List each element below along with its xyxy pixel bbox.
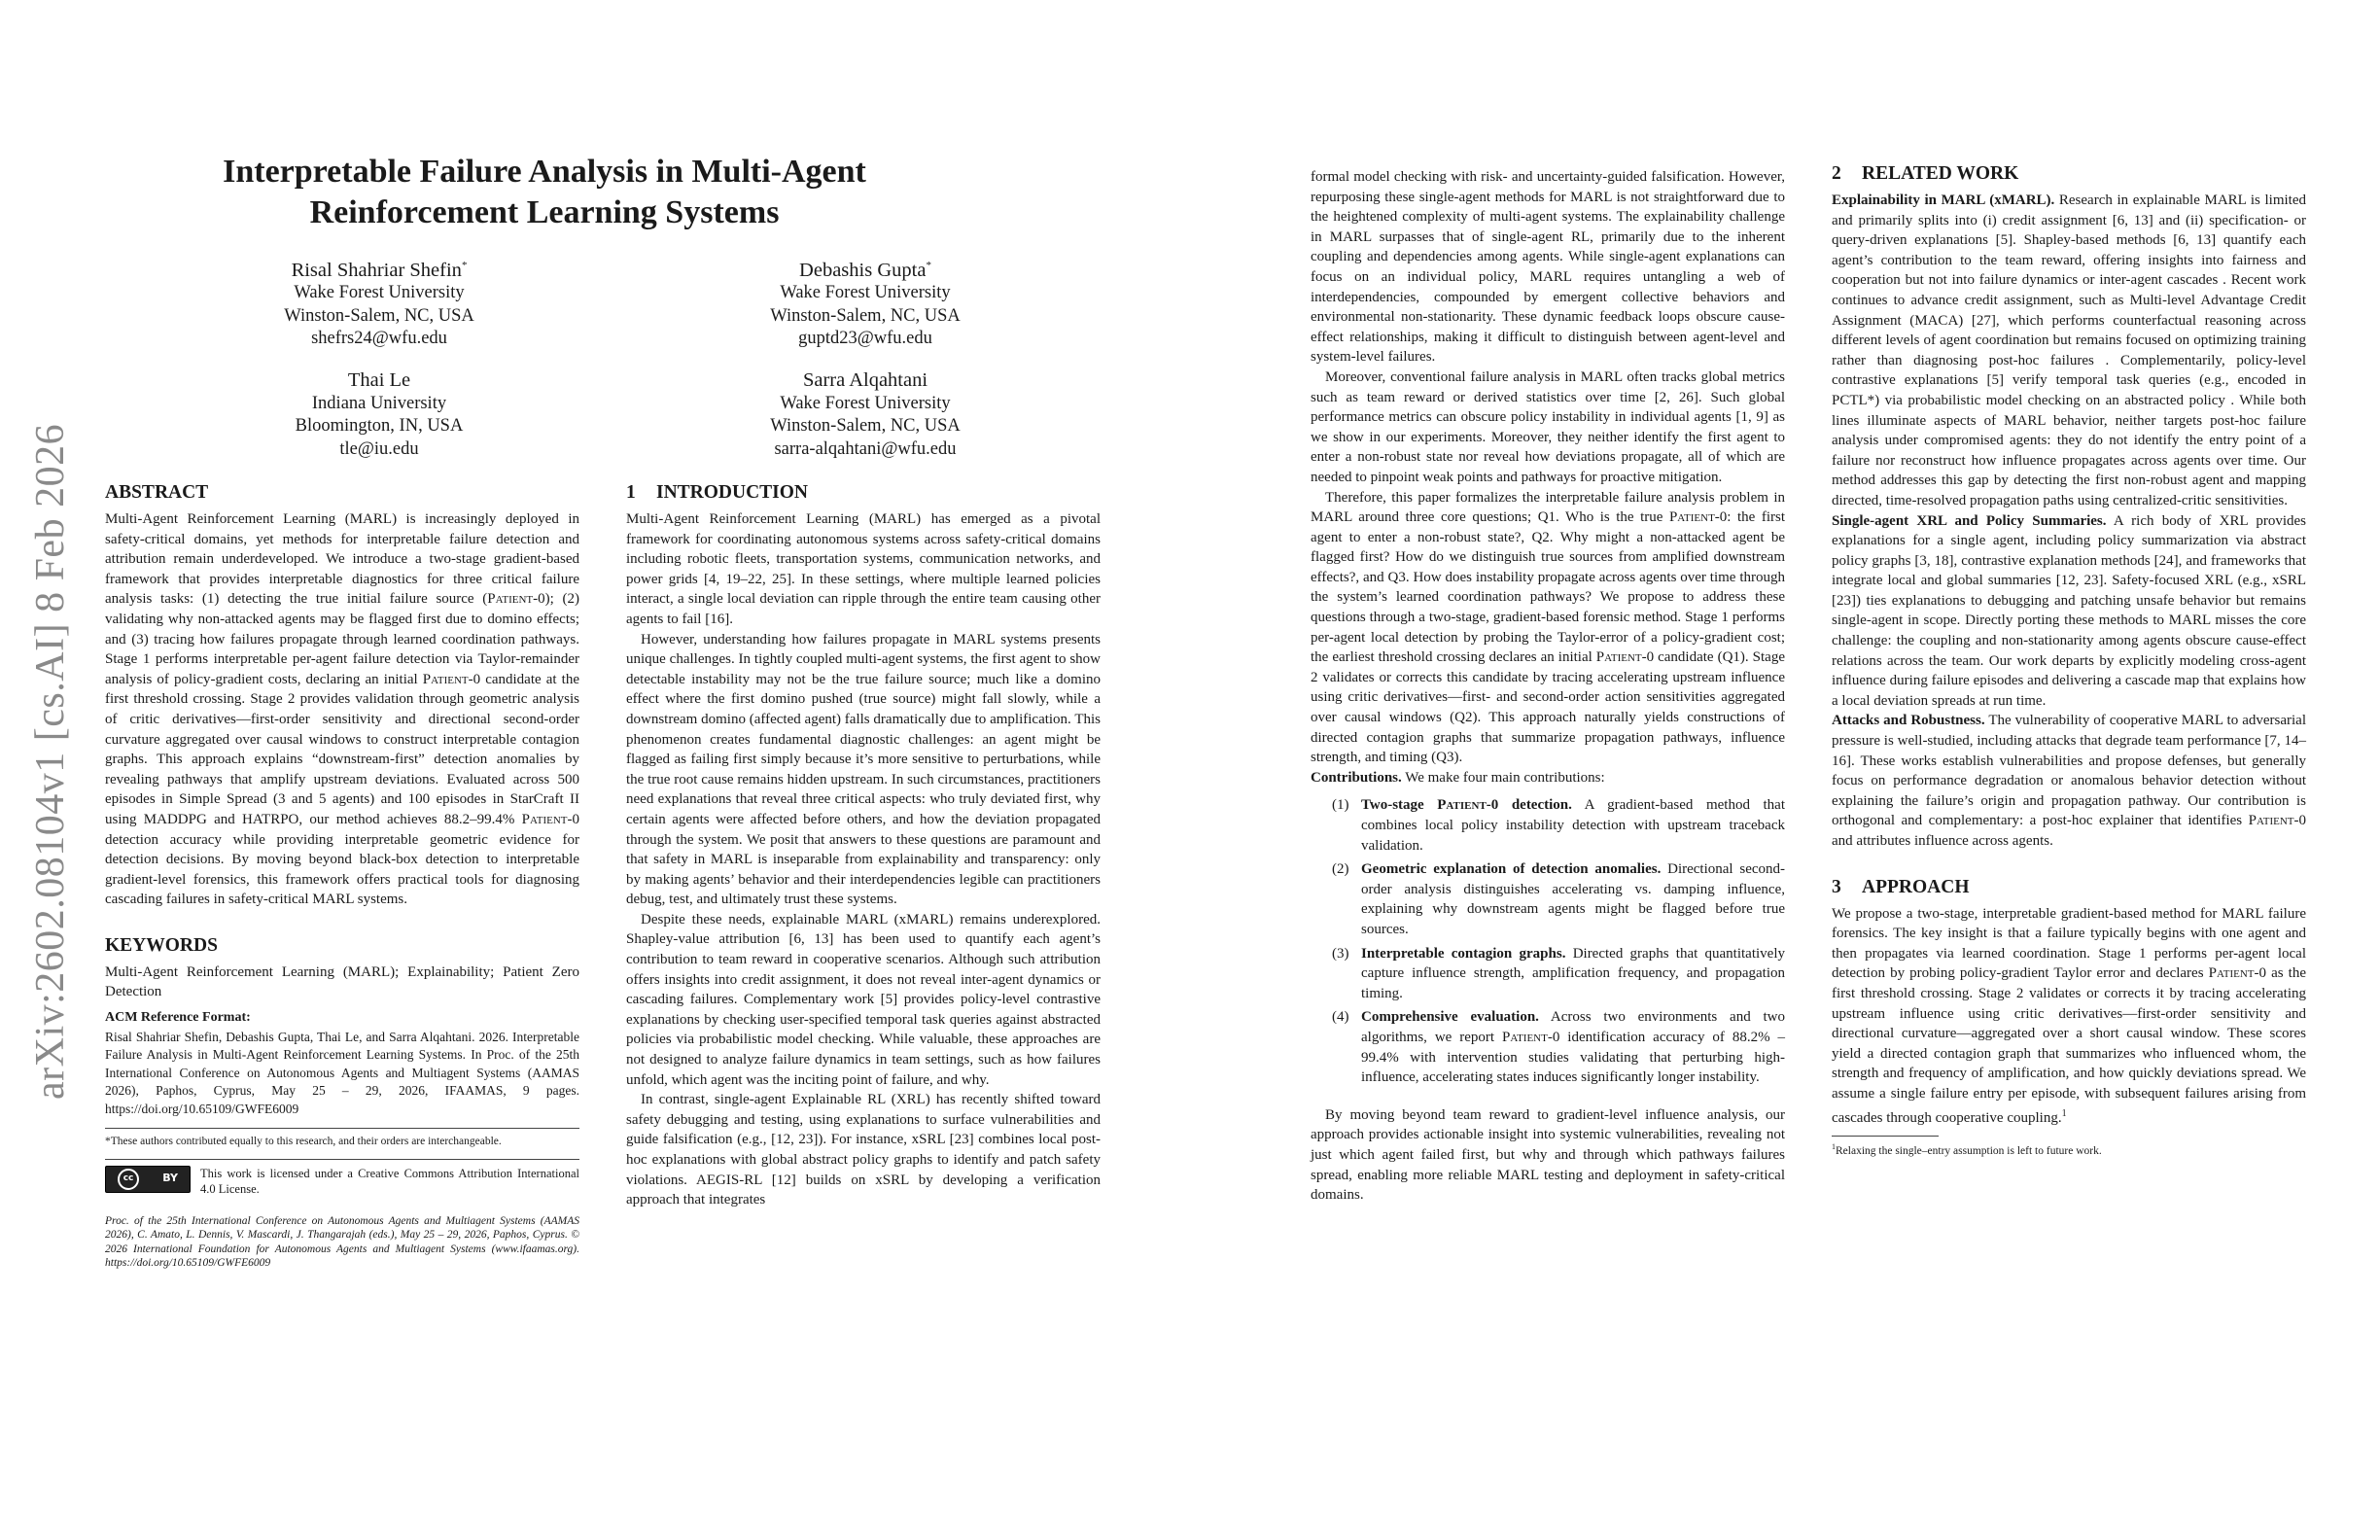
related-paragraph: A rich body of XRL provides explanations for a single agent, including policy summarization via abstract policy graphs [3, 18], contrastive explanation methods [24], and frameworks that integrate local and global summaries [12, 23]. Safety-focused XRL (e.g., xSRL [23]) ties explanations to debugging and patching unsafe behavior but remains single-agent in scope. Directly porting these methods to MARL misses the core challenge: the coupling and non-stationarity among agents obscure cause-effect relations across the team. Our work departs by explicitly modeling cross-agent influence during failure episodes and delivering a cascade map that explains how a local deviation spreads at run time.: [1832, 512, 2306, 709]
list-item: [1332, 1007, 1785, 1087]
section-title: APPROACH: [1862, 876, 1970, 897]
intro-paragraph: By moving beyond team reward to gradient-level influence analysis, our approach provides actionable insight into systemic vulnerabilities, revealing not just which agent failed first, but why and through which pathways failures spread, enabling more reliable MARL testing and deployment in safety-critical domains.: [1311, 1106, 1785, 1204]
list-item-text: A gradient-based method that combines local policy instability detection with upstream traceback validation.: [1361, 797, 1785, 854]
author-affiliation: Wake Forest University: [294, 283, 465, 303]
author-affiliation: Wake Forest University: [780, 283, 951, 303]
author-email[interactable]: guptd23@wfu.edu: [798, 329, 932, 349]
author-affiliation: Wake Forest University: [780, 393, 951, 413]
list-item: [1332, 944, 1785, 1004]
patient-zero-term: Patient-0: [1502, 1029, 1560, 1045]
intro-heading: [626, 480, 1101, 506]
list-item-text: Across two environments and two algorithms, we report Patient-0 identification accuracy of 88.2% – 99.4% with intervention studies validating that perturbing high-influence, accelerating states induces significantly longer instability.: [1361, 1009, 1785, 1086]
paragraph-lead: Explainability in MARL (xMARL).: [1832, 192, 2055, 208]
intro-paragraph: Multi-Agent Reinforcement Learning (MARL) has emerged as a pivotal framework for coordinating autonomous systems across safety-critical domains including robotic fleets, transportation systems, communication networks, and power grids [4, 19–22, 25]. In these settings, where multiple learned policies interact, a single local deviation can ripple through the entire team causing other agents to fail [16].: [626, 511, 1101, 627]
related-column: [1832, 161, 2306, 1158]
patient-zero-term: Patient-0: [487, 591, 545, 608]
license-row: [105, 1166, 579, 1197]
author-location: Winston-Salem, NC, USA: [770, 416, 961, 436]
approach-heading: [1832, 875, 2306, 900]
equal-contribution-note: *These authors contributed equally to this research, and their orders are interchangeable.: [105, 1136, 502, 1148]
intro-paragraph: Therefore, this paper formalizes the interpretable failure analysis problem in MARL around three core questions; Q1. Who is the true Patient-0: the first agent to enter a non-robust state?, Q2. Why might a non-attacked agent be flagged first? How do we distinguish true sources from amplified downstream effects?, and Q3. How does instability propagate across agents over time through the system’s learned coordination pathways? We propose to address these questions through a two-stage, gradient-based forensic method. Stage 1 performs per-agent local detection by probing the Taylor-error of a policy-gradient cost; the earliest threshold crossing declares an initial Patient-0 candidate (Q1). Stage 2 validates or corrects this candidate by tracing accelerating upstream influence using critic derivatives—first- and second-order action sensitivities aggregated over causal windows (Q2). This approach naturally yields constructions of directed contagion graphs that summarize propagation pathways, influence strength, and timing (Q3).: [1311, 489, 1785, 766]
page-right: [1190, 0, 2380, 1540]
author-email[interactable]: shefrs24@wfu.edu: [311, 329, 447, 349]
author-block: [681, 255, 1050, 351]
intro-paragraph: However, understanding how failures propagate in MARL systems presents unique challenges. In tightly coupled multi-agent systems, the first agent to show detectable instability may not be the true failure source; much like a domino effect where the first domino pushed (true source) might fall slowly, while a downstream domino (affected agent) falls dramatically due to amplification. This phenomenon creates fundamental diagnostic challenges: an agent might be flagged as failing first simply because it’s more sensitive to perturbations, while the true root cause remains hidden upstream. In such circumstances, practitioners need explanations that reveal three critical aspects: who truly deviated first, why certain agents were affected before others, and how the deviation propagated through the system. We posit that answers to these questions are paramount and that safety in MARL is inseparable from explainability and transparency: only by making agents’ behavior and their interdependencies legible can practitioners debug, test, and ultimately trust these systems.: [626, 631, 1101, 908]
list-index: (4): [1332, 1009, 1349, 1026]
proceedings-note: Proc. of the 25th International Conference on Autonomous Agents and Multiagent Systems (AAMAS 2026), C. Amato, L. Dennis, V. Mascardi, J. Thangarajah (eds.), May 25 – 29, 2026, Paphos, Cyprus. © 2026 International Foundation for Autonomous Agents and Multiagent Systems (www.ifaamas.org). https://doi.org/10.65109/GWFE6009: [105, 1214, 579, 1270]
section-number: 3: [1832, 876, 1841, 897]
footnote-text: Relaxing the single–entry assumption is left to future work.: [1836, 1144, 2102, 1157]
list-item-title: Geometric explanation of detection anomalies.: [1361, 861, 1662, 878]
section-title: RELATED WORK: [1862, 163, 2019, 184]
contributions-list: [1311, 795, 1785, 1087]
left-column: [105, 480, 579, 1271]
cc-license-icon[interactable]: [105, 1166, 191, 1193]
list-index: (2): [1332, 861, 1349, 878]
list-index: (1): [1332, 797, 1349, 814]
section-number: 1: [626, 482, 636, 503]
footnote-marker[interactable]: 1: [2061, 1107, 2067, 1119]
related-paragraph: The vulnerability of cooperative MARL to adversarial pressure is well-studied, including attacks that degrade team performance [7, 14–16]. These works establish vulnerabilities and propose defenses, but generally focus on performance degradation or anomalous behavior detection without explaining the failure’s origin and propagation pathway. Our contribution is orthogonal and complementary: a post-hoc explainer that identifies Patient-0 and attributes influence across agents.: [1832, 713, 2306, 849]
author-affiliation: Indiana University: [311, 393, 447, 413]
patient-zero-term: Patient-0: [521, 811, 579, 827]
author-mark: *: [461, 260, 468, 271]
list-item-text: Directed graphs that quantitatively capture influence strength, amplification frequency, and propagation timing.: [1361, 945, 1785, 1001]
keywords-heading: KEYWORDS: [105, 934, 218, 956]
patient-zero-term: Patient-0: [2208, 965, 2266, 982]
list-item-title: Interpretable contagion graphs.: [1361, 945, 1566, 962]
patient-zero-term: Patient-0: [1595, 649, 1655, 666]
cc-circle-icon: cc: [118, 1169, 139, 1190]
section-number: 2: [1832, 163, 1841, 184]
author-location: Winston-Salem, NC, USA: [770, 305, 961, 326]
author-mark: *: [926, 260, 931, 271]
acm-reference-text: Risal Shahriar Shefin, Debashis Gupta, Thai Le, and Sarra Alqahtani. 2026. Interpretable Failure Analysis in Multi-Agent Reinforcement Learning Systems. In Proc. of the 25th International Conference on Autonomous Agents and Multiagent Systems (AAMAS 2026), Paphos, Cyprus, May 25 – 29, 2026, IFAAMAS, 9 pages. https://doi.org/10.65109/GWFE6009: [105, 1029, 579, 1116]
intro-paragraph: formal model checking with risk- and uncertainty-guided falsification. However, repurposing these single-agent methods for MARL is not straightforward due to the heightened complexity of multi-agent systems. The explainability challenge in MARL surpasses that of single-agent RL, primarily due to the inherent coupling and dependencies among agents. While single-agent explanations can focus on an individual policy, MARL requires untangling a web of interdependencies, compounded by emergent collective behaviors and environmental non-stationarity. These dynamic feedback loops obscure cause-effect relationships, making it difficult to distinguish between agent-level and system-level failures.: [1311, 169, 1785, 366]
intro-continued-column: [1311, 167, 1785, 1206]
author-block: [681, 369, 1050, 461]
list-item-title: Comprehensive evaluation.: [1361, 1009, 1539, 1026]
paper-title: Interpretable Failure Analysis in Multi-Agent Reinforcement Learning Systems: [223, 154, 866, 230]
list-index: (3): [1332, 945, 1349, 962]
license-text: This work is licensed under a Creative Commons Attribution International 4.0 License.: [200, 1166, 579, 1196]
arxiv-stamp[interactable]: arXiv:2602.08104v1 [cs.AI] 8 Feb 2026: [28, 423, 73, 1100]
related-heading: [1832, 161, 2306, 187]
author-name: Risal Shahriar Shefin: [291, 259, 462, 281]
abstract-heading: ABSTRACT: [105, 482, 209, 503]
related-paragraph: Research in explainable MARL is limited and primarily splits into (i) credit assignment [6, 13] and (ii) specification- or query-driven explanations [5]. Shapley-based methods [6, 13] quantify each agent’s contribution to the team reward, offering insights into fairness and cooperation but not into failure dynamics or inter-agent cascades . Recent work continues to advance credit assignment, such as Multi-level Advantage Credit Assignment (MACA) [27], which performs counterfactual reasoning across different levels of agent coordination but remains focused on optimizing training rather than diagnosing post-hoc failures . Complementarily, policy-level contrastive explanations [5] verify temporal task queries (e.g., encoded in PCTL*) via probabilistic model checking on an abstracted policy . While both lines illuminate aspects of MARL behavior, neither targets post-hoc failure analysis under compromised agents: they do not identify the entry point of a failure nor reconstruct how influence propagates across agents over time. Our method addresses this gap by detecting the first non-robust agent and mapping directed, time-resolved propagation paths using centralized-critic sensitivities.: [1832, 192, 2306, 508]
acm-reference-label: ACM Reference Format:: [105, 1010, 251, 1026]
list-item: [1332, 859, 1785, 939]
section-title: INTRODUCTION: [656, 482, 809, 503]
patient-zero-term: Patient-0: [1668, 509, 1728, 526]
list-item: [1332, 795, 1785, 856]
patient-zero-term: Patient-0: [2248, 813, 2306, 829]
list-item-text: Directional second-order analysis distinguishes accelerating vs. damping influence, explaining why downstream agents might be flagged before true sources.: [1361, 861, 1786, 937]
author-name: Thai Le: [347, 369, 411, 391]
intro-column: [626, 480, 1101, 1210]
patient-zero-term: Patient-0: [1437, 797, 1499, 814]
footnote-rule: [105, 1128, 579, 1129]
keywords-text: Multi-Agent Reinforcement Learning (MARL); Explainability; Patient Zero Detection: [105, 963, 579, 1000]
contributions-lead: Contributions.: [1311, 769, 1402, 786]
footnote-rule: [1832, 1136, 1939, 1137]
patient-zero-term: Patient-0: [422, 671, 481, 687]
contributions-text: We make four main contributions:: [1401, 769, 1605, 786]
author-email[interactable]: sarra-alqahtani@wfu.edu: [774, 438, 957, 459]
author-location: Bloomington, IN, USA: [295, 416, 464, 436]
intro-paragraph: Moreover, conventional failure analysis in MARL often tracks global metrics such as team reward or derived statistics over time [2, 26]. Such global performance metrics can obscure policy instability in individual agents [1, 9] as we show in our experiments. Moreover, they neither identify the first agent to enter a non-robust state nor reveal how deviations propagate, all of which are needed to pinpoint weak points and pathways for proactive mitigation.: [1311, 368, 1785, 485]
by-icon: BY: [162, 1172, 178, 1185]
author-block: [194, 369, 564, 461]
list-item-title: Two-stage Patient-0 detection.: [1361, 797, 1572, 814]
author-location: Winston-Salem, NC, USA: [284, 305, 474, 326]
intro-paragraph: In contrast, single-agent Explainable RL (XRL) has recently shifted toward safety debugging and testing, using explanations to surface vulnerabilities and guide falsification (e.g., [12, 23]). For instance, xSRL [23] combines local post-hoc explanations with global abstract policy graphs to identify and patch safety violations. AEGIS-RL [12] builds on xSRL by developing a verification approach that integrates: [626, 1092, 1101, 1208]
author-email[interactable]: tle@iu.edu: [339, 438, 419, 459]
paragraph-lead: Attacks and Robustness.: [1832, 713, 1985, 729]
author-name: Debashis Gupta: [799, 259, 927, 281]
author-name: Sarra Alqahtani: [802, 369, 928, 391]
author-block: [194, 255, 564, 351]
license-rule: [105, 1159, 579, 1160]
abstract-text: Multi-Agent Reinforcement Learning (MARL) is increasingly deployed in safety-critical domains, yet methods for interpretable failure detection and attribution remain underdeveloped. We introduce a two-stage gradient-based framework that provides interpretable diagnostics for three critical failure analysis tasks: (1) detecting the true initial failure source (Patient-0); (2) validating why non-attacked agents may be flagged first due to domino effects; and (3) tracing how failures propagate through learned coordination pathways. Stage 1 performs interpretable per-agent failure detection via Taylor-remainder analysis of policy-gradient costs, declaring an initial Patient-0 candidate at the first threshold crossing. Stage 2 provides validation through geometric analysis of critic derivatives—first-order sensitivity and directional second-order curvature aggregated over causal windows to construct interpretable contagion graphs. This approach explains “downstream-first” detection anomalies by revealing pathways that amplify upstream deviations. Evaluated across 500 episodes in Simple Spread (3 and 5 agents) and 100 episodes in StarCraft II using MADDPG and HATRPO, our method achieves 88.2–99.4% Patient-0 detection accuracy while providing interpretable geometric evidence for detection decisions. By moving beyond black-box detection to interpretable gradient-level forensics, this framework offers practical tools for diagnosing cascading failures in safety-critical MARL systems.: [105, 511, 579, 908]
intro-paragraph: Despite these needs, explainable MARL (xMARL) remains underexplored. Shapley-value attribution [6, 13] has been used to quantify each agent’s contribution to team reward in cooperative scenarios. Although such attribution offers insights into credit assignment, it does not reveal inter-agent dynamics or cascading failures. Complementary work [5] provides policy-level contrastive explanations by checking user-specified temporal task queries against abstracted policies via probabilistic model checking. While valuable, these approaches are not designed to analyze failure dynamics in team settings, such as how failures unfold, which agent was the inciting point of failure, and why.: [626, 911, 1101, 1088]
footnote-number: 1: [1832, 1142, 1836, 1152]
approach-paragraph: We propose a two-stage, interpretable gradient-based method for MARL failure forensics. The key insight is that a failure typically begins with one agent and then propagates via learned coordination. Stage 1 performs per-agent local detection by probing policy-gradient Taylor error and declares Patient-0 as the first threshold crossing. Stage 2 validates or corrects it by tracing accelerating upstream influence using critic derivatives—first-order sensitivity and directional curvature—aggregated over a short causal window. These scores yield a directed contagion graph that summarizes who influenced whom, the strength and frequency of amplification, and how quickly deviations spread. We assume a single failure entry per episode, with subsequent failures arising from cascades through cooperative coupling.: [1832, 905, 2306, 1126]
paragraph-lead: Single-agent XRL and Policy Summaries.: [1832, 512, 2107, 529]
